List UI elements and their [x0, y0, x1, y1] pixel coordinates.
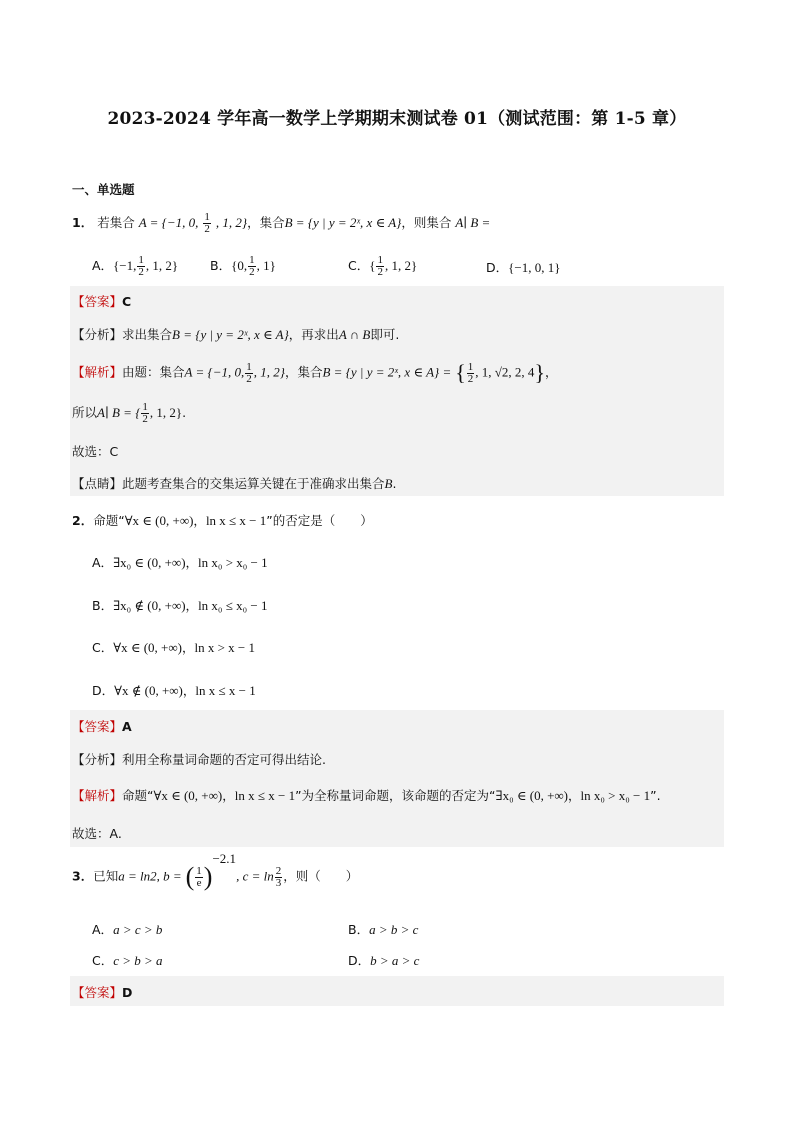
option-b: B．{0, $\frac{1}{2}$ , 1}: [210, 254, 276, 278]
section-heading: 一、单选题: [72, 182, 135, 197]
option-d: D．{−1, 0, 1}: [486, 260, 561, 275]
answer-value: C: [122, 294, 132, 309]
fraction: $\frac{1}{2}$: [138, 254, 144, 278]
option-a: A．∃x₀ ∈ (0, +∞)，ln x₀ > x₀ − 1: [92, 555, 268, 570]
question-2-stem: 2．命题“∀x ∈ (0, +∞)，ln x ≤ x − 1”的否定是（ ）: [72, 513, 373, 528]
set-a-tail: , 1, 2}: [215, 215, 248, 230]
answer-tag: 【答案】: [72, 985, 123, 1000]
option-b: B．∃x₀ ∉ (0, +∞)，ln x₀ ≤ x₀ − 1: [92, 598, 268, 613]
choose-line: 故选：A.: [72, 826, 122, 841]
ask-expr: A∣ B =: [455, 215, 491, 230]
stem-text: ，则集合: [401, 215, 452, 230]
fraction: $\frac{1}{2}$: [204, 211, 210, 235]
option-d: D．∀x ∉ (0, +∞)，ln x ≤ x − 1: [92, 683, 256, 698]
stem-text: ，集合: [247, 215, 285, 230]
fraction: $\frac{2}{3}$: [275, 864, 282, 889]
option-b: B．a > b > c: [348, 922, 419, 937]
analysis-line: 【分析】利用全称量词命题的否定可得出结论.: [72, 752, 326, 767]
answer-value: A: [122, 719, 132, 734]
question-number: 3．: [72, 868, 94, 884]
solution-tag: 【解析】: [72, 788, 123, 803]
question-number: 2．: [72, 513, 94, 528]
page-title: 2023-2024 学年高一数学上学期期末测试卷 01（测试范围：第 1-5 章）: [107, 109, 687, 129]
answer-tag: 【答案】: [72, 719, 123, 734]
question-number: 1．: [72, 215, 94, 230]
solution-line: 【解析】命题“∀x ∈ (0, +∞)，ln x ≤ x − 1”为全称量词命题，该命题的否定为“∃x₀ ∈ (0, +∞)，ln x₀ > x₀ − 1”.: [72, 788, 661, 803]
set-a-expr: A = {−1, 0,: [138, 215, 199, 230]
solution-block-q2: [70, 710, 724, 847]
option-c: C．{ $\frac{1}{2}$ , 1, 2}: [348, 254, 418, 278]
option-a: A．a > c > b: [92, 922, 163, 937]
analysis-tag: 【分析】: [72, 752, 123, 767]
question-1-stem: [72, 212, 490, 235]
fraction: $\frac{1}{2}$: [467, 360, 474, 385]
solution-line: 【解析】由题：集合A = {−1, 0, $\frac{1}{2}$ , 1, 2}，集合B = {y | y = 2ˣ, x ∈ A} = { $\frac{1}{2}$ , 1, √2, 2, 4}，: [72, 360, 558, 385]
so-line: 所以A∣ B = { $\frac{1}{2}$ , 1, 2}.: [72, 401, 187, 425]
fraction: $\frac{1}{2}$: [249, 254, 255, 278]
fraction: $\frac{1}{e}$: [196, 864, 202, 889]
answer-tag: 【答案】: [72, 294, 123, 309]
fraction: $\frac{1}{2}$: [142, 401, 148, 425]
analysis-line: 【分析】求出集合B = {y | y = 2ˣ, x ∈ A}，再求出A ∩ B即可.: [72, 327, 400, 342]
answer-value: D: [122, 985, 133, 1000]
option-d: D．b > a > c: [348, 953, 420, 968]
option-c: C．∀x ∈ (0, +∞)，ln x > x − 1: [92, 640, 256, 655]
fraction: $\frac{1}{2}$: [246, 360, 252, 385]
option-a: A．{−1, $\frac{1}{2}$ , 1, 2}: [92, 254, 179, 278]
answer-line: [72, 292, 131, 310]
comment-line: 【点睛】此题考查集合的交集运算关键在于准确求出集合B.: [72, 476, 397, 491]
solution-block-q3: [70, 976, 724, 1006]
set-b-expr: B = {y | y = 2ˣ, x ∈ A}: [284, 215, 402, 230]
analysis-tag: 【分析】: [72, 327, 123, 342]
comment-tag: 【点睛】: [72, 476, 123, 491]
stem-text: 若集合: [97, 215, 135, 230]
answer-line: [72, 717, 132, 735]
choose-line: 故选：C: [72, 444, 119, 459]
answer-line: [72, 983, 132, 1001]
solution-block-q1: [70, 286, 724, 496]
fraction: $\frac{1}{2}$: [377, 254, 383, 278]
solution-tag: 【解析】: [72, 364, 123, 380]
question-3-stem: 3．已知a = ln2, b = ( $\frac{1}{e}$ )$^{-2.1}$, c = ln $\frac{2}{3}$ ，则（ ）: [72, 851, 359, 891]
option-c: C．c > b > a: [92, 953, 163, 968]
